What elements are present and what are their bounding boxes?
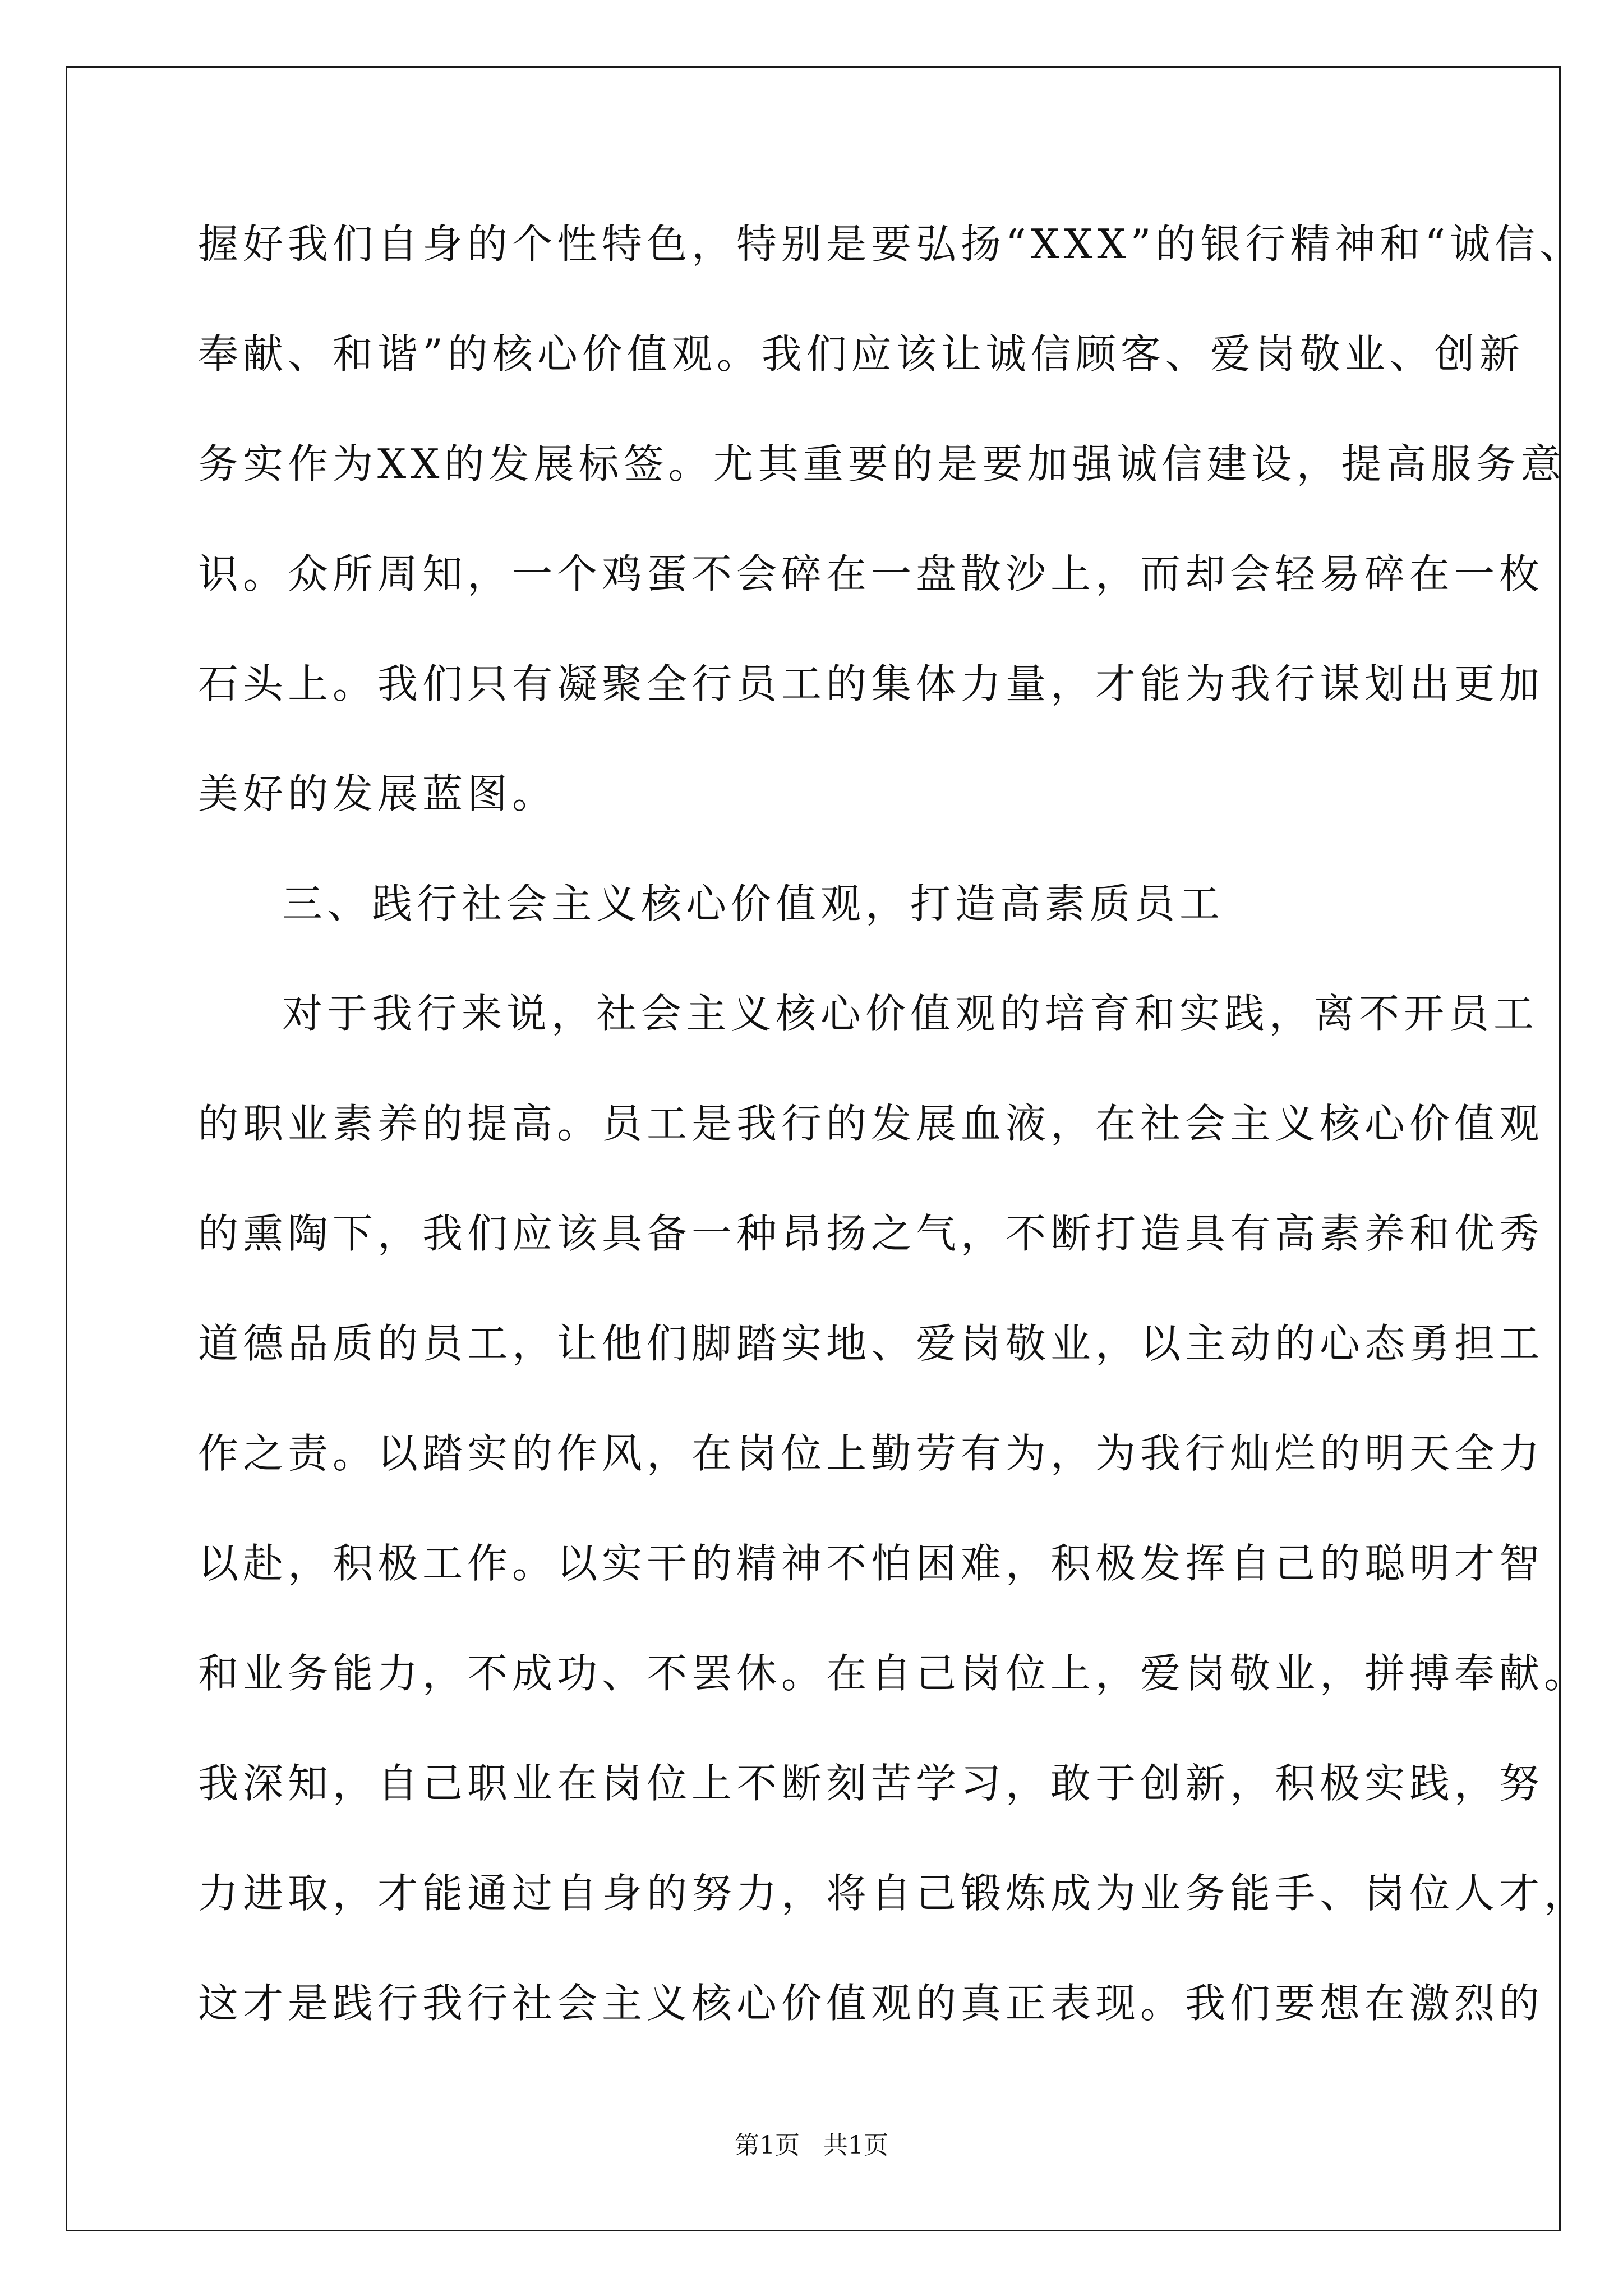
section-heading: 三、践行社会主义核心价值观，打造高素质员工 xyxy=(282,880,1225,927)
text-line: 识。众所周知，一个鸡蛋不会碎在一盘散沙上，而却会轻易碎在一枚 xyxy=(198,550,1544,597)
text-line: 石头上。我们只有凝聚全行员工的集体力量，才能为我行谋划出更加 xyxy=(198,660,1544,707)
text-line: 作之责。以踏实的作风，在岗位上勤劳有为，为我行灿烂的明天全力 xyxy=(198,1430,1544,1477)
text-line: 我深知，自己职业在岗位上不断刻苦学习，敢于创新，积极实践，努 xyxy=(198,1760,1544,1807)
text-line: 务实作为XX的发展标签。尤其重要的是要加强诚信建设，提高服务意 xyxy=(198,440,1566,487)
text-line: 美好的发展蓝图。 xyxy=(198,770,557,817)
page-footer: 第1页 共1页 xyxy=(735,2131,888,2160)
text-line: 奉献、和谐”的核心价值观。我们应该让诚信顾客、爱岗敬业、创新 xyxy=(198,330,1524,378)
text-line: 以赴，积极工作。以实干的精神不怕困难，积极发挥自己的聪明才智 xyxy=(198,1540,1544,1587)
text-line: 对于我行来说，社会主义核心价值观的培育和实践，离不开员工 xyxy=(282,990,1539,1037)
document-body xyxy=(198,210,1589,2079)
text-line: 和业务能力，不成功、不罢休。在自己岗位上，爱岗敬业，拼搏奉献。 xyxy=(198,1650,1589,1697)
text-line: 握好我们自身的个性特色，特别是要弘扬“XXX”的银行精神和“诚信、 xyxy=(198,220,1585,268)
text-line: 力进取，才能通过自身的努力，将自己锻炼成为业务能手、岗位人才， xyxy=(198,1870,1589,1917)
text-line: 的职业素养的提高。员工是我行的发展血液，在社会主义核心价值观 xyxy=(198,1100,1544,1147)
text-line: 的熏陶下，我们应该具备一种昂扬之气，不断打造具有高素养和优秀 xyxy=(198,1210,1544,1257)
text-line: 这才是践行我行社会主义核心价值观的真正表现。我们要想在激烈的 xyxy=(198,1980,1544,2027)
text-line: 道德品质的员工，让他们脚踏实地、爱岗敬业，以主动的心态勇担工 xyxy=(198,1320,1544,1367)
